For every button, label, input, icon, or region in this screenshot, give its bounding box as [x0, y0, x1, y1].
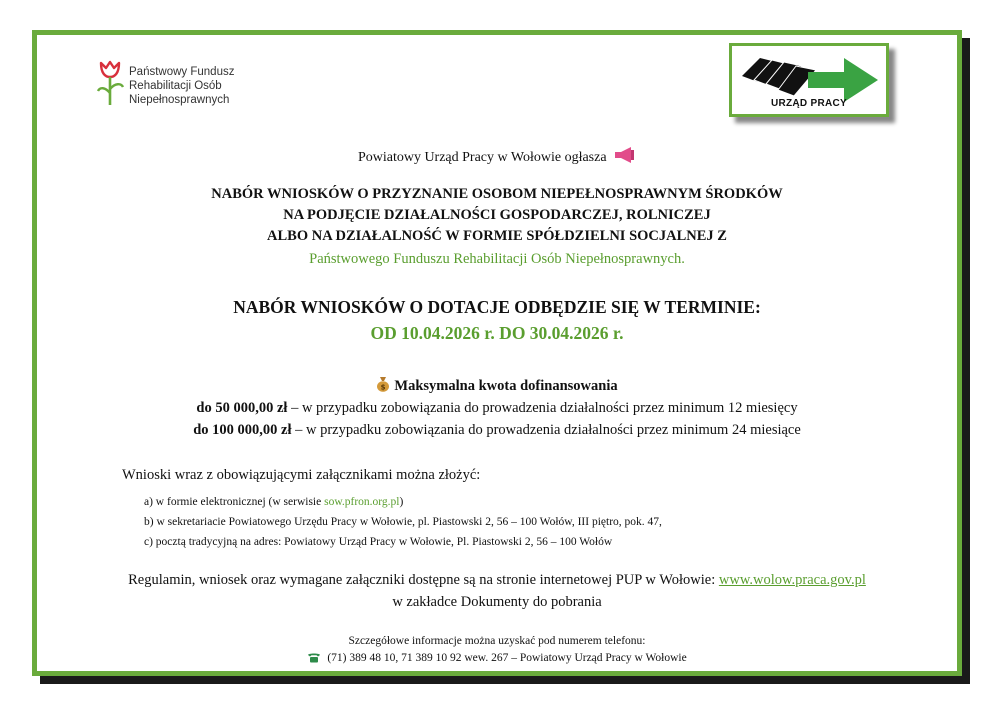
svg-text:$: $ — [380, 383, 386, 392]
option-a-prefix: a) w formie elektronicznej (w serwisie — [144, 496, 325, 508]
intro-line — [37, 147, 957, 166]
option-c: c) pocztą tradycyjną na adres: Powiatowy Urząd Pracy w Wołowie, Pl. Piastowski 2, 56 – 100 Wołów — [144, 536, 613, 548]
urzad-pracy-label: URZĄD PRACY — [770, 98, 848, 109]
money-bag-icon — [376, 376, 390, 392]
pfron-logo-line-1: Państwowy Fundusz — [129, 66, 235, 78]
option-a — [144, 492, 662, 512]
amount-2-value: do 100 000,00 zł — [193, 422, 292, 438]
option-a-suffix: ) — [399, 496, 404, 508]
pfron-logo — [95, 59, 234, 109]
poster-frame — [32, 30, 962, 676]
apply-options — [144, 492, 662, 552]
amount-1-value: do 50 000,00 zł — [196, 400, 288, 416]
nabor-heading: NABÓR WNIOSKÓW O DOTACJE ODBĘDZIE SIĘ W TERMINIE: — [233, 297, 761, 317]
tulip-logo-icon — [95, 59, 125, 109]
regulations-line-1 — [37, 569, 957, 591]
option-b: b) w sekretariacie Powiatowego Urzędu Pracy w Wołowie, pl. Piastowski 2, 56 – 100 Wołów, III piętro, pok. 47, — [144, 516, 662, 528]
pfron-logo-line-2: Rehabilitacji Osób — [129, 80, 222, 92]
intro-text: Powiatowy Urząd Pracy w Wołowie ogłasza — [357, 150, 607, 165]
amount-2-text: – w przypadku zobowiązania do prowadzenia działalności przez minimum 24 miesiące — [291, 422, 801, 438]
title-line-3: ALBO NA DZIAŁALNOŚĆ W FORMIE SPÓŁDZIELNI SOCJALNEJ Z — [267, 228, 727, 244]
announcement-title — [37, 184, 957, 247]
funding-heading — [37, 376, 957, 395]
megaphone-icon — [614, 147, 636, 163]
contact-line-1: Szczegółowe informacje można uzyskać pod numerem telefonu: — [348, 635, 646, 647]
contact-phone-text: (71) 389 48 10, 71 389 10 92 wew. 267 – Powiatowy Urząd Pracy w Wołowie — [327, 652, 687, 664]
phone-icon — [307, 652, 321, 663]
urzad-pracy-logo — [729, 43, 889, 117]
amount-1-text: – w przypadku zobowiązania do prowadzenia działalności przez minimum 12 miesięcy — [287, 400, 798, 416]
contact-line-2 — [37, 650, 957, 667]
funding-amount-1 — [37, 400, 957, 417]
apply-heading: Wnioski wraz z obowiązującymi załącznikami można złożyć: — [122, 467, 481, 483]
sow-pfron-link[interactable]: sow.pfron.org.pl — [324, 496, 400, 508]
funding-heading-text: Maksymalna kwota dofinansowania — [394, 378, 618, 394]
pfron-logo-line-3: Niepełnosprawnych — [129, 94, 230, 106]
nabor-dates: OD 10.04.2026 r. DO 30.04.2026 r. — [370, 323, 624, 343]
pup-website-link[interactable]: www.wolow.praca.gov.pl — [718, 572, 866, 588]
funding-amount-2 — [37, 422, 957, 439]
contact-block — [37, 633, 957, 667]
title-line-1: NABÓR WNIOSKÓW O PRZYZNANIE OSOBOM NIEPEŁNOSPRAWNYM ŚRODKÓW — [211, 186, 783, 202]
regulations-text: Regulamin, wniosek oraz wymagane załączniki dostępne są na stronie internetowej PUP w Wołowie: — [128, 572, 719, 588]
regulations-line-2: w zakładce Dokumenty do pobrania — [392, 594, 602, 610]
regulations-block — [37, 569, 957, 613]
title-line-2: NA PODJĘCIE DZIAŁALNOŚCI GOSPODARCZEJ, ROLNICZEJ — [283, 207, 711, 223]
fund-name: Państwowego Funduszu Rehabilitacji Osób Niepełnosprawnych. — [309, 251, 685, 267]
